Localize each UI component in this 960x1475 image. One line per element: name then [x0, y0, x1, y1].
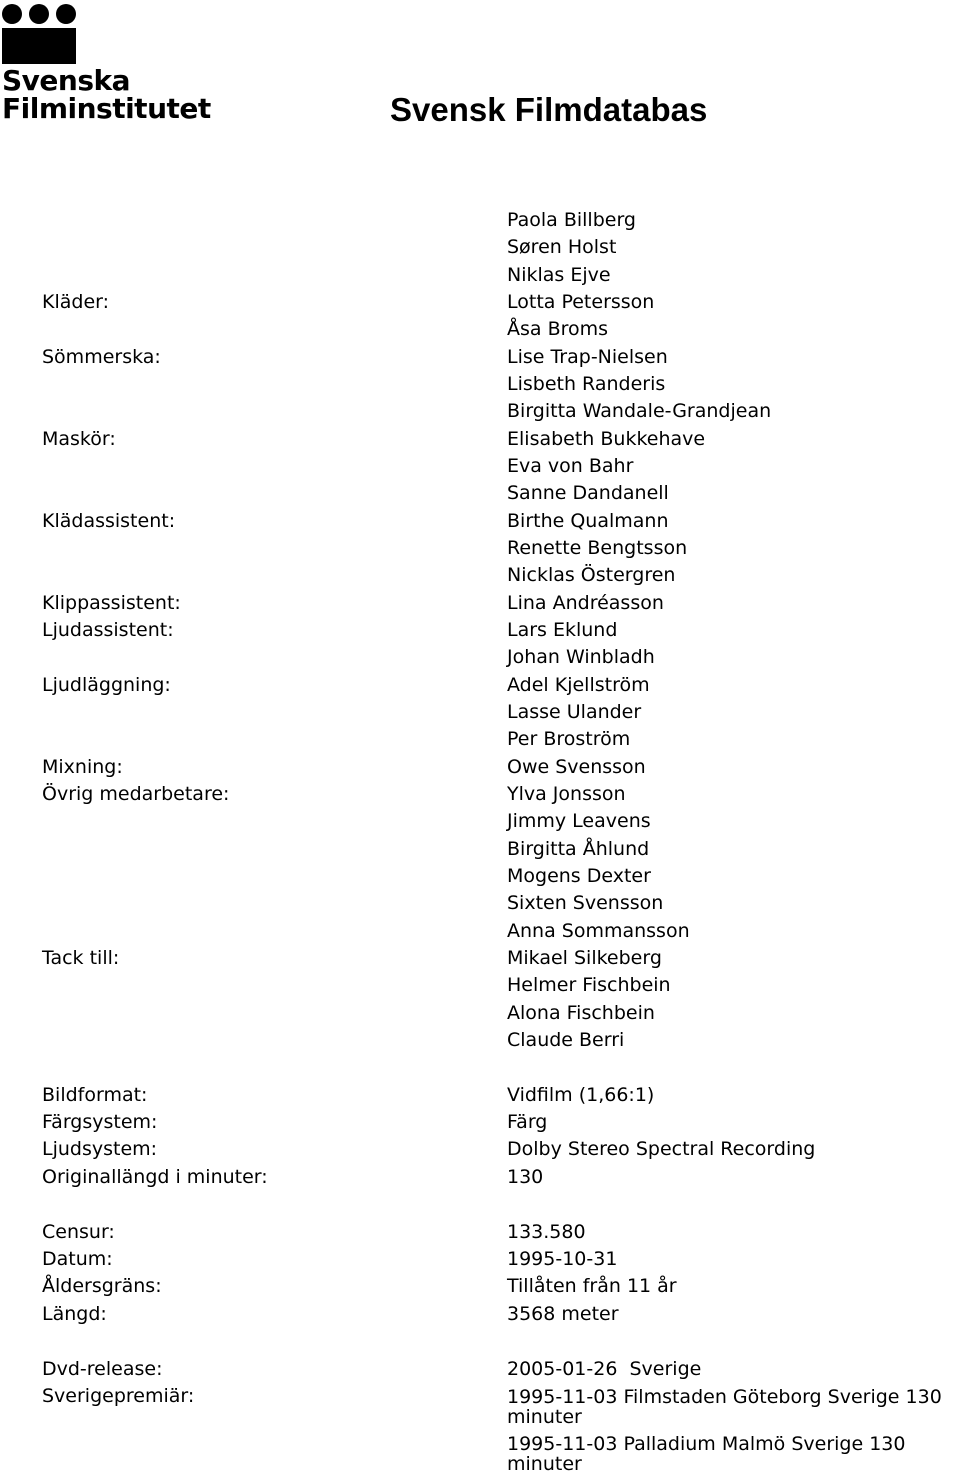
label-ljudassistent: Ljudassistent:	[42, 619, 174, 641]
label-klippassistent: Klippassistent:	[42, 592, 181, 614]
credit-name: Johan Winbladh	[507, 646, 655, 668]
label-klader: Kläder:	[42, 291, 110, 313]
label-ovrig-medarbetare: Övrig medarbetare:	[42, 783, 230, 805]
label-tack-till: Tack till:	[42, 947, 120, 969]
value-originallangd: 130	[507, 1166, 544, 1188]
credit-name: Claude Berri	[507, 1029, 625, 1051]
label-ljudsystem: Ljudsystem:	[42, 1138, 158, 1160]
label-mixning: Mixning:	[42, 756, 123, 778]
credit-name: Nicklas Östergren	[507, 564, 676, 586]
credit-name: Lise Trap-Nielsen	[507, 346, 668, 368]
credit-name: Jimmy Leavens	[507, 810, 651, 832]
credit-name: Renette Bengtsson	[507, 537, 688, 559]
credit-name: Elisabeth Bukkehave	[507, 428, 706, 450]
credit-name: Adel Kjellström	[507, 674, 650, 696]
page-title: Svensk Filmdatabas	[390, 91, 708, 128]
logo-text-line1: Svenska	[2, 64, 131, 97]
credit-name: Sanne Dandanell	[507, 482, 669, 504]
value-dvd-release: 2005-01-26 Sverige	[507, 1358, 702, 1380]
value-bildformat: Vidfilm (1,66:1)	[507, 1084, 655, 1106]
label-kladassistent: Klädassistent:	[42, 510, 176, 532]
credit-name: Paola Billberg	[507, 209, 636, 231]
credit-name: Niklas Ejve	[507, 264, 611, 286]
credit-name: Alona Fischbein	[507, 1002, 655, 1024]
credit-name: Birgitta Åhlund	[507, 838, 650, 860]
credit-name: Ylva Jonsson	[507, 783, 626, 805]
value-ljudsystem: Dolby Stereo Spectral Recording	[507, 1138, 816, 1160]
value-langd: 3568 meter	[507, 1303, 619, 1325]
credit-name: Per Broström	[507, 728, 631, 750]
label-censur: Censur:	[42, 1221, 115, 1243]
credit-name: Mikael Silkeberg	[507, 947, 662, 969]
logo-text-line2: Filminstitutet	[2, 92, 211, 125]
label-maskor: Maskör:	[42, 428, 116, 450]
value-aldersgrans: Tillåten från 11 år	[507, 1275, 677, 1297]
label-dvd-release: Dvd-release:	[42, 1358, 163, 1380]
label-bildformat: Bildformat:	[42, 1084, 148, 1106]
credit-name: Birthe Qualmann	[507, 510, 669, 532]
credit-name: Lasse Ulander	[507, 701, 642, 723]
label-fargsystem: Färgsystem:	[42, 1111, 158, 1133]
credit-name: Helmer Fischbein	[507, 974, 671, 996]
value-premiar-2: 1995-11-03 Palladium Malmö Sverige 130 minuter	[507, 1433, 906, 1475]
label-langd: Längd:	[42, 1303, 107, 1325]
value-censur: 133.580	[507, 1221, 586, 1243]
credit-name: Birgitta Wandale-Grandjean	[507, 400, 772, 422]
credit-name: Owe Svensson	[507, 756, 646, 778]
value-fargsystem: Färg	[507, 1111, 548, 1133]
label-originallangd: Originallängd i minuter:	[42, 1166, 268, 1188]
label-sommerska: Sömmerska:	[42, 346, 161, 368]
value-premiar-1: 1995-11-03 Filmstaden Göteborg Sverige 130 minuter	[507, 1386, 942, 1428]
credit-name: Søren Holst	[507, 236, 617, 258]
credit-name: Eva von Bahr	[507, 455, 634, 477]
credit-name: Lisbeth Randeris	[507, 373, 666, 395]
credit-name: Lars Eklund	[507, 619, 618, 641]
credit-name: Sixten Svensson	[507, 892, 664, 914]
label-aldersgrans: Åldersgräns:	[42, 1275, 162, 1297]
label-sverigepremiar: Sverigepremiär:	[42, 1385, 195, 1407]
credit-name: Åsa Broms	[507, 318, 609, 340]
credit-name: Anna Sommansson	[507, 920, 690, 942]
label-ljudlaggning: Ljudläggning:	[42, 674, 171, 696]
credit-name: Mogens Dexter	[507, 865, 651, 887]
credit-name: Lina Andréasson	[507, 592, 664, 614]
credit-name: Lotta Petersson	[507, 291, 655, 313]
value-datum: 1995-10-31	[507, 1248, 618, 1270]
label-datum: Datum:	[42, 1248, 113, 1270]
